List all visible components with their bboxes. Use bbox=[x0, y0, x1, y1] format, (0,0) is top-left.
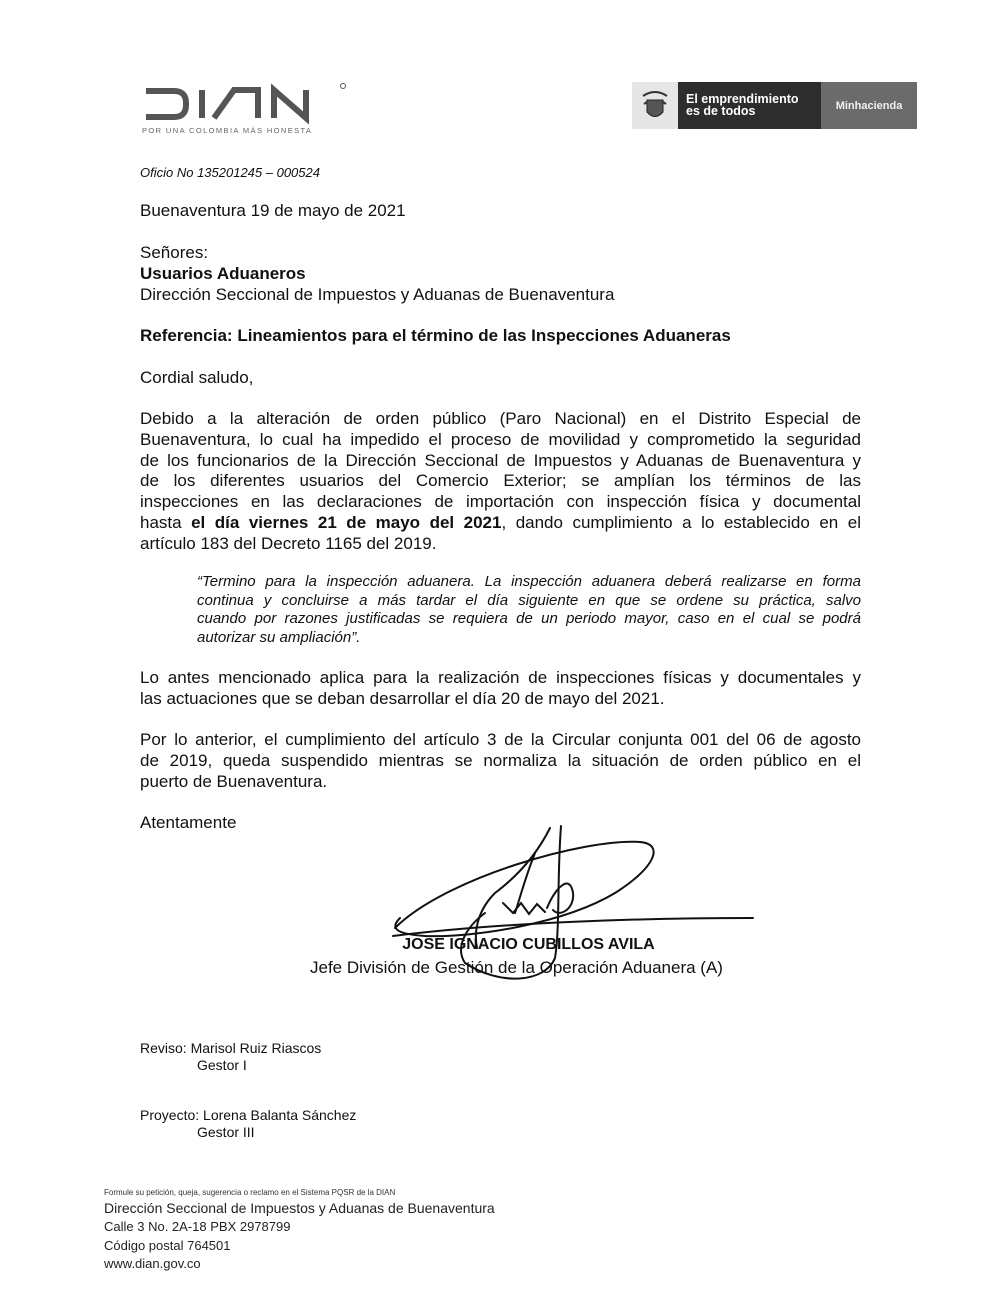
closing: Atentamente bbox=[140, 813, 237, 832]
reference-line: Referencia: Lineamientos para el término de las Inspecciones Aduaneras bbox=[140, 326, 731, 345]
coat-of-arms-icon bbox=[632, 82, 678, 129]
paragraph-line: de los funcionarios de la Dirección Seccional de Impuestos y Aduanas de Buenaventura y bbox=[140, 450, 861, 470]
footer-website-link[interactable]: www.dian.gov.co bbox=[104, 1256, 201, 1271]
paragraph-line: Debido a la alteración de orden público (Paro Nacional) en el Distrito Especial de bbox=[140, 409, 861, 428]
government-logo bbox=[632, 82, 917, 129]
salutation: Señores: bbox=[140, 243, 209, 262]
deadline-date: el día viernes 21 de mayo del 2021 bbox=[191, 512, 502, 532]
paragraph-line: las actuaciones que se deban desarrollar el día 20 de mayo del 2021. bbox=[140, 688, 665, 708]
p1-pre: hasta bbox=[140, 512, 192, 532]
paragraph-line: inspecciones en las declaraciones de importación con inspección física y documental bbox=[140, 492, 861, 512]
greeting: Cordial saludo, bbox=[140, 368, 254, 387]
paragraph-line: Buenaventura, lo cual ha impedido el proceso de movilidad y comprometido la seguridad bbox=[140, 429, 861, 449]
recipient-org: Dirección Seccional de Impuestos y Aduanas de Buenaventura bbox=[140, 285, 615, 304]
paragraph-line: Lo antes mencionado aplica para la realización de inspecciones físicas y documentales y bbox=[140, 668, 861, 687]
paragraph-1 bbox=[140, 409, 861, 555]
footer-address: Calle 3 No. 2A-18 PBX 2978799 bbox=[104, 1219, 291, 1234]
date-line: Buenaventura 19 de mayo de 2021 bbox=[140, 201, 406, 220]
paragraph-3 bbox=[140, 730, 861, 792]
footer-postal-code: Código postal 764501 bbox=[104, 1238, 231, 1253]
reviso-line: Reviso: Marisol Ruiz Riascos bbox=[140, 1040, 322, 1056]
paragraph-2 bbox=[140, 668, 861, 710]
footer-pqsr-note: Formule su petición, queja, sugerencia o reclamo en el Sistema PQSR de la DIAN bbox=[104, 1188, 396, 1197]
gov-slogan bbox=[678, 82, 821, 129]
gov-slogan-line2: es de todos bbox=[686, 104, 756, 118]
p1-post: , dando cumplimiento a lo establecido en el bbox=[501, 512, 861, 532]
quote-line: “Termino para la inspección aduanera. La inspección aduanera deberá realizarse en forma bbox=[197, 573, 861, 590]
dian-tagline: POR UNA COLOMBIA MÁS HONESTA bbox=[142, 126, 313, 135]
paragraph-line: de 2019, queda suspendido mientras se normaliza la situación de orden público en el bbox=[140, 750, 861, 770]
quote-line: cuando por razones justificadas se requiera de un periodo mayor, caso en el cual se podrá bbox=[197, 610, 861, 627]
signer-title: Jefe División de Gestión de la Operación Aduanera (A) bbox=[310, 958, 723, 977]
signer-name: JOSE IGNACIO CUBILLOS AVILA bbox=[402, 936, 655, 953]
quote-line: autorizar su ampliación”. bbox=[197, 628, 361, 646]
recipient: Usuarios Aduaneros bbox=[140, 264, 306, 283]
reviso-role: Gestor I bbox=[197, 1057, 247, 1073]
paragraph-line-with-date bbox=[140, 513, 861, 534]
quote-line: continua y concluirse a más tardar el día siguiente en que se ordene su práctica, salvo bbox=[197, 591, 861, 609]
paragraph-line: artículo 183 del Decreto 1165 del 2019. bbox=[140, 533, 437, 553]
gov-slogan-line1: El emprendimiento bbox=[686, 92, 799, 106]
footer-office: Dirección Seccional de Impuestos y Aduanas de Buenaventura bbox=[104, 1200, 495, 1216]
proyecto-line: Proyecto: Lorena Balanta Sánchez bbox=[140, 1107, 357, 1123]
paragraph-line: Por lo anterior, el cumplimiento del artículo 3 de la Circular conjunta 001 del 06 de agosto bbox=[140, 730, 861, 749]
oficio-number: Oficio No 135201245 – 000524 bbox=[140, 165, 320, 180]
dian-logo bbox=[140, 82, 350, 138]
legal-quote bbox=[197, 573, 861, 647]
proyecto-role: Gestor III bbox=[197, 1124, 255, 1140]
ministry-label: Minhacienda bbox=[821, 82, 917, 129]
paragraph-line: puerto de Buenaventura. bbox=[140, 771, 328, 791]
paragraph-line: de los diferentes usuarios del Comercio Exterior; se amplían los términos de las bbox=[140, 471, 861, 491]
